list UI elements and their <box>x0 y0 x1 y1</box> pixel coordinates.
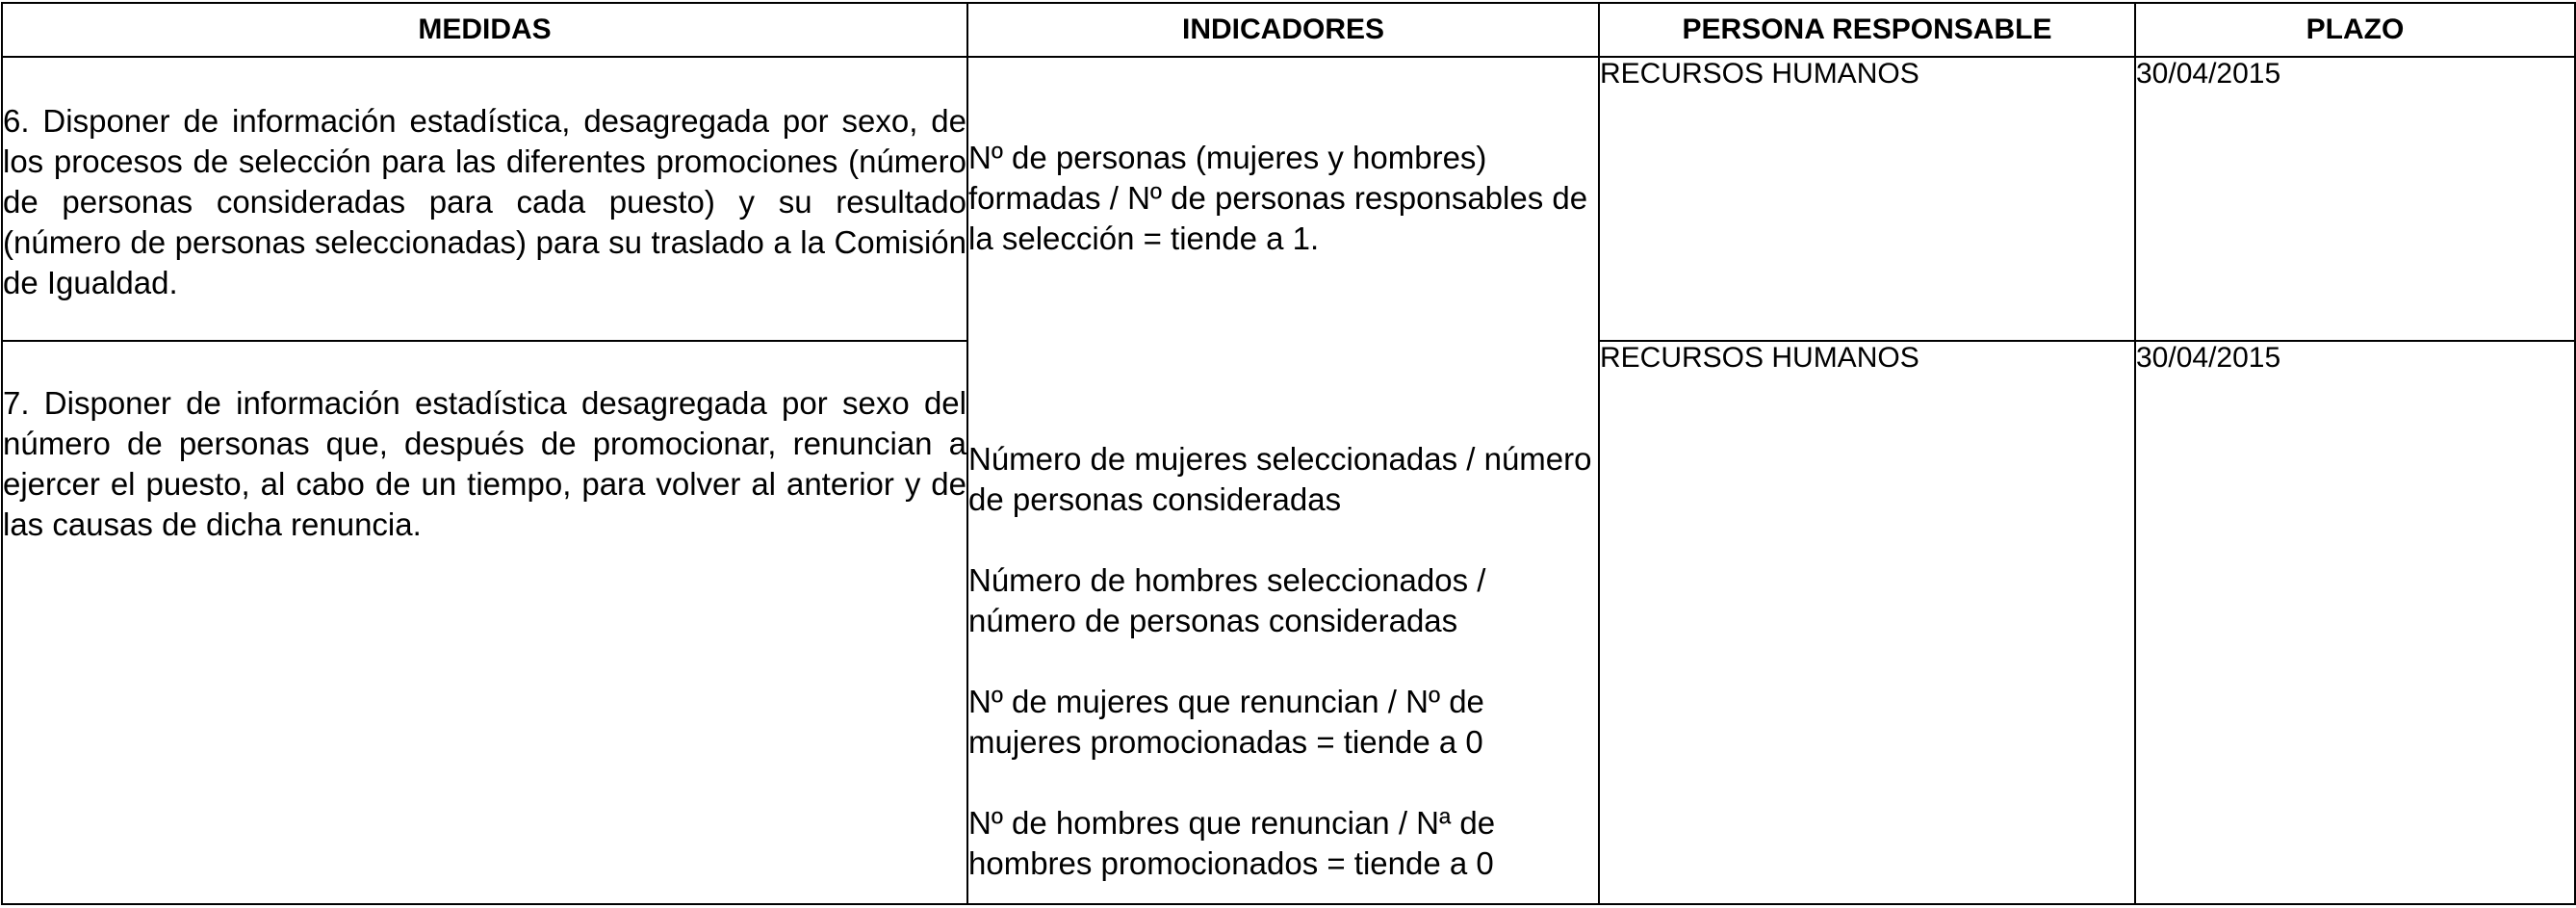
plazo-6: 30/04/2015 <box>2135 57 2575 341</box>
indicador-3: Número de hombres seleccionados / número de personas consideradas <box>968 562 1486 638</box>
header-indicadores: INDICADORES <box>967 3 1599 57</box>
indicador-4: Nº de mujeres que renuncian / Nº de mujeres promocionadas = tiende a 0 <box>968 684 1484 760</box>
header-plazo: PLAZO <box>2135 3 2575 57</box>
plazo-7: 30/04/2015 <box>2135 341 2575 904</box>
header-row <box>2 3 2575 57</box>
indicador-5: Nº de hombres que renuncian / Nª de hombres promocionados = tiende a 0 <box>968 805 1496 881</box>
medida-7: 7. Disponer de información estadística desagregada por sexo del número de personas que, después de promocionar, renuncian a ejercer el puesto, al cabo de un tiempo, para volver al anterior y de las causas de dicha renuncia. <box>2 341 967 904</box>
header-medidas: MEDIDAS <box>2 3 967 57</box>
responsable-7: RECURSOS HUMANOS <box>1599 341 2135 904</box>
medida-6: 6. Disponer de información estadística, desagregada por sexo, de los procesos de selección para las diferentes promociones (número de personas consideradas para cada puesto) y su resultado (número de personas seleccionadas) para su traslado a la Comisión de Igualdad. <box>2 57 967 341</box>
responsable-6: RECURSOS HUMANOS <box>1599 57 2135 341</box>
header-persona-responsable: PERSONA RESPONSABLE <box>1599 3 2135 57</box>
indicadores-cell <box>967 57 1599 904</box>
indicador-2: Número de mujeres seleccionadas / número de personas consideradas <box>968 441 1592 517</box>
indicador-1: Nº de personas (mujeres y hombres) formadas / Nº de personas responsables de la selección = tiende a 1. <box>968 140 1588 256</box>
table-row <box>2 57 2575 341</box>
measures-table <box>1 2 2576 905</box>
